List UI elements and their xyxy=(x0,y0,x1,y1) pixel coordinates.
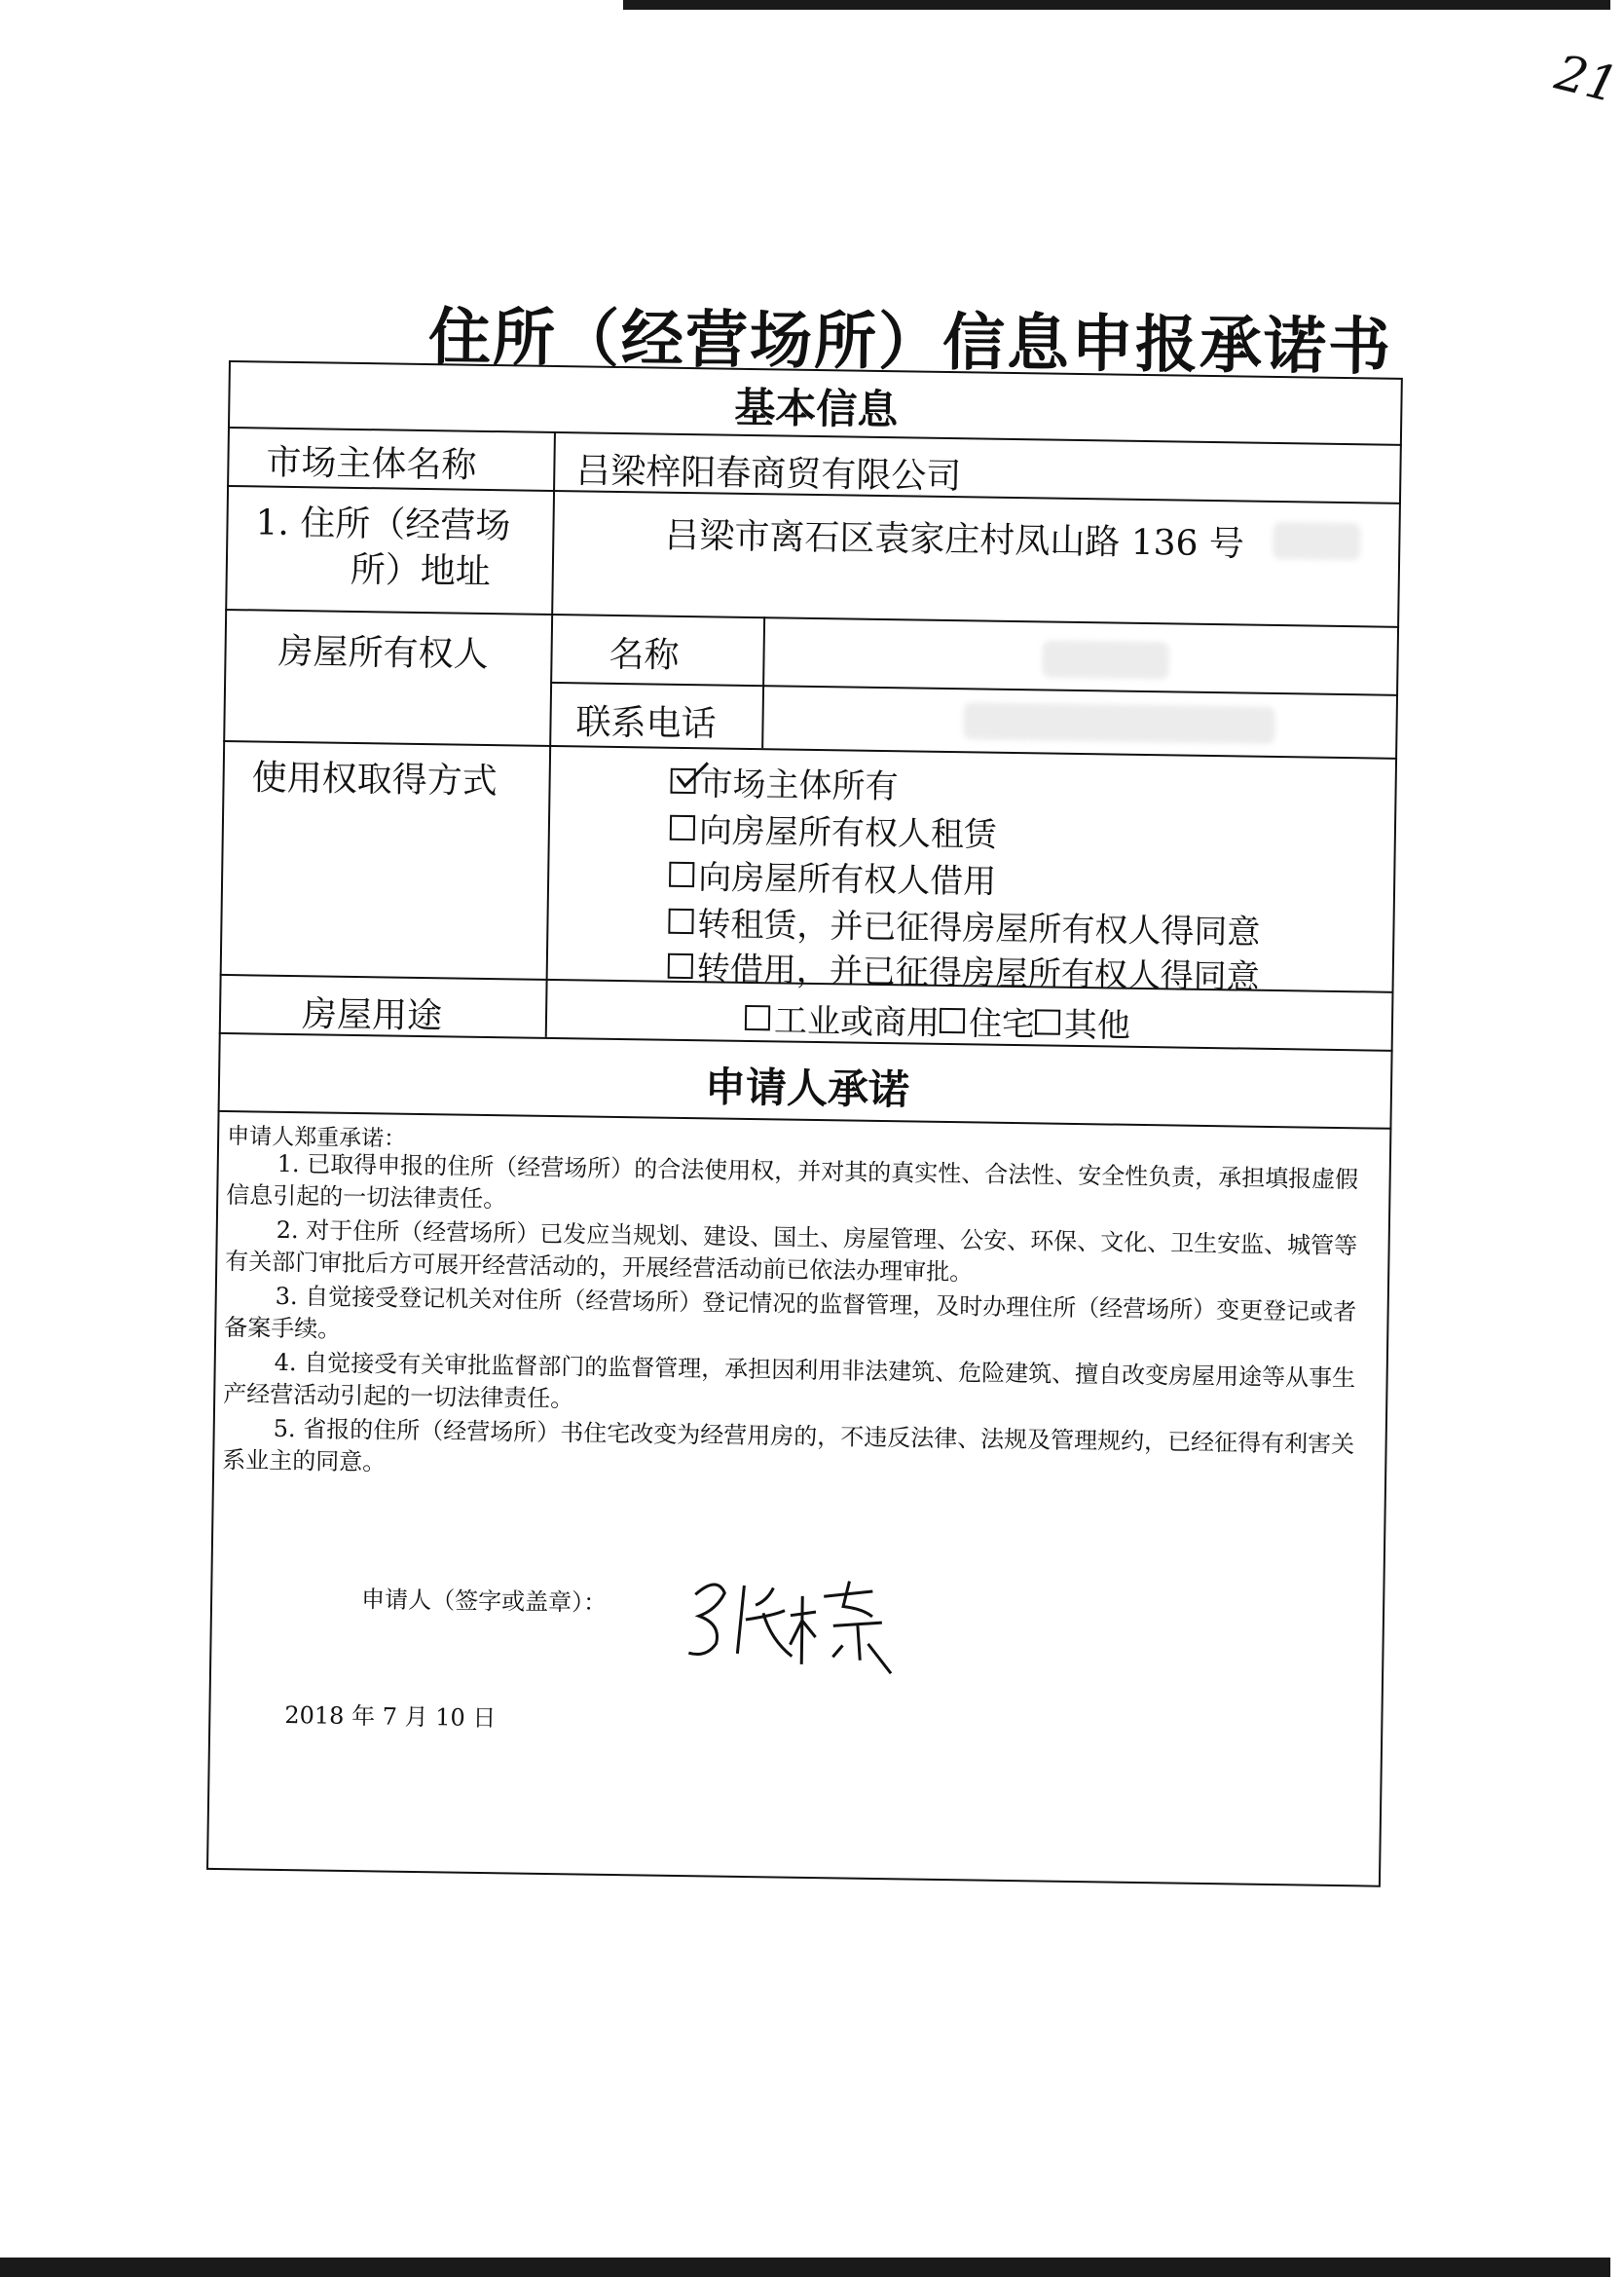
use-right-label: 使用权取得方式 xyxy=(251,758,498,803)
pledge-item: 5. 省报的住所（经营场所）书住宅改变为经营用房的，不违反法律、法规及管理规约，已经征得有利害关系业主的同意。 xyxy=(222,1414,1355,1476)
page-number: 21 xyxy=(1549,44,1624,114)
right-option-own xyxy=(670,757,899,807)
house-use-label: 房屋用途 xyxy=(301,994,443,1037)
entity-name-label: 市场主体名称 xyxy=(266,442,477,486)
checkbox-empty-icon xyxy=(668,952,693,978)
use-option-label: 其他 xyxy=(1063,1005,1131,1046)
pledge-item: 1. 已取得申报的住所（经营场所）的合法使用权，并对其的真实性、合法性、安全性负责，承担填报虚假信息引起的一切法律责任。 xyxy=(226,1149,1359,1213)
checkbox-empty-icon xyxy=(745,1004,770,1029)
address-value: 吕梁市离石区袁家庄村凤山路 136 号 xyxy=(664,515,1245,565)
redacted-owner-name xyxy=(1042,640,1169,679)
right-option-label: 转借用，并已征得房屋所有权人得同意 xyxy=(696,950,1261,997)
right-option-label: 转租赁，并已征得房屋所有权人得同意 xyxy=(697,905,1261,952)
pledge-item: 3. 自觉接受登记机关对住所（经营场所）登记情况的监督管理，及时办理住所（经营场所）变更登记或者备案手续。 xyxy=(224,1282,1357,1343)
right-option-borrow xyxy=(669,850,997,903)
pledge-item: 2. 对于住所（经营场所）已发应当规划、建设、国土、房屋管理、公安、环保、文化、卫生安监、城管等有关部门审批后方可展开经营活动的，开展经营活动前已依法办理审批。 xyxy=(225,1215,1358,1287)
owner-label: 房屋所有权人 xyxy=(277,631,489,675)
signature-label: 申请人（签字或盖章）： xyxy=(360,1586,608,1617)
right-option-subborrow xyxy=(667,942,1260,998)
pledge-heading: 申请人承诺 xyxy=(704,1063,910,1114)
checkbox-empty-icon xyxy=(670,814,695,840)
scan-edge-bottom xyxy=(0,2258,1610,2277)
checkbox-checked-icon xyxy=(670,767,695,793)
signing-date: 2018 年 7 月 10 日 xyxy=(284,1701,497,1733)
address-label-line1: 1. 住所（经营场 xyxy=(255,503,511,547)
right-option-label: 向房屋所有权人借用 xyxy=(697,858,997,902)
use-option-label: 工业或商用 xyxy=(773,1001,941,1043)
document-title: 住所（经营场所）信息申报承诺书 xyxy=(427,300,1393,385)
entity-name-value: 吕梁梓阳春商贸有限公司 xyxy=(575,451,962,498)
handwritten-signature xyxy=(677,1565,903,1675)
checkbox-empty-icon xyxy=(669,861,694,886)
right-option-label: 市场主体所有 xyxy=(699,765,899,807)
owner-name-label: 名称 xyxy=(609,634,680,676)
right-option-label: 向房屋所有权人租赁 xyxy=(698,811,998,855)
pledge-item: 4. 自觉接受有关审批监督部门的监督管理，承担因利用非法建筑、危险建筑、擅自改变房屋用途等从事生产经营活动引起的一切法律责任。 xyxy=(223,1348,1356,1413)
basic-info-heading: 基本信息 xyxy=(733,383,899,434)
right-option-lease xyxy=(670,803,998,856)
use-option-label: 住宅 xyxy=(968,1004,1036,1045)
checkbox-empty-icon xyxy=(1035,1009,1060,1034)
house-use-options xyxy=(745,993,1131,1047)
declaration-form xyxy=(206,360,1446,1887)
pledge-intro: 申请人郑重承诺： xyxy=(226,1124,407,1152)
redacted-address-suffix xyxy=(1273,522,1361,560)
owner-phone-label: 联系电话 xyxy=(575,702,717,745)
address-label-line2: 所）地址 xyxy=(350,549,492,593)
checkbox-empty-icon xyxy=(940,1007,965,1032)
scan-edge-gap xyxy=(0,0,623,10)
redacted-owner-phone xyxy=(963,702,1275,744)
checkbox-empty-icon xyxy=(668,908,693,933)
